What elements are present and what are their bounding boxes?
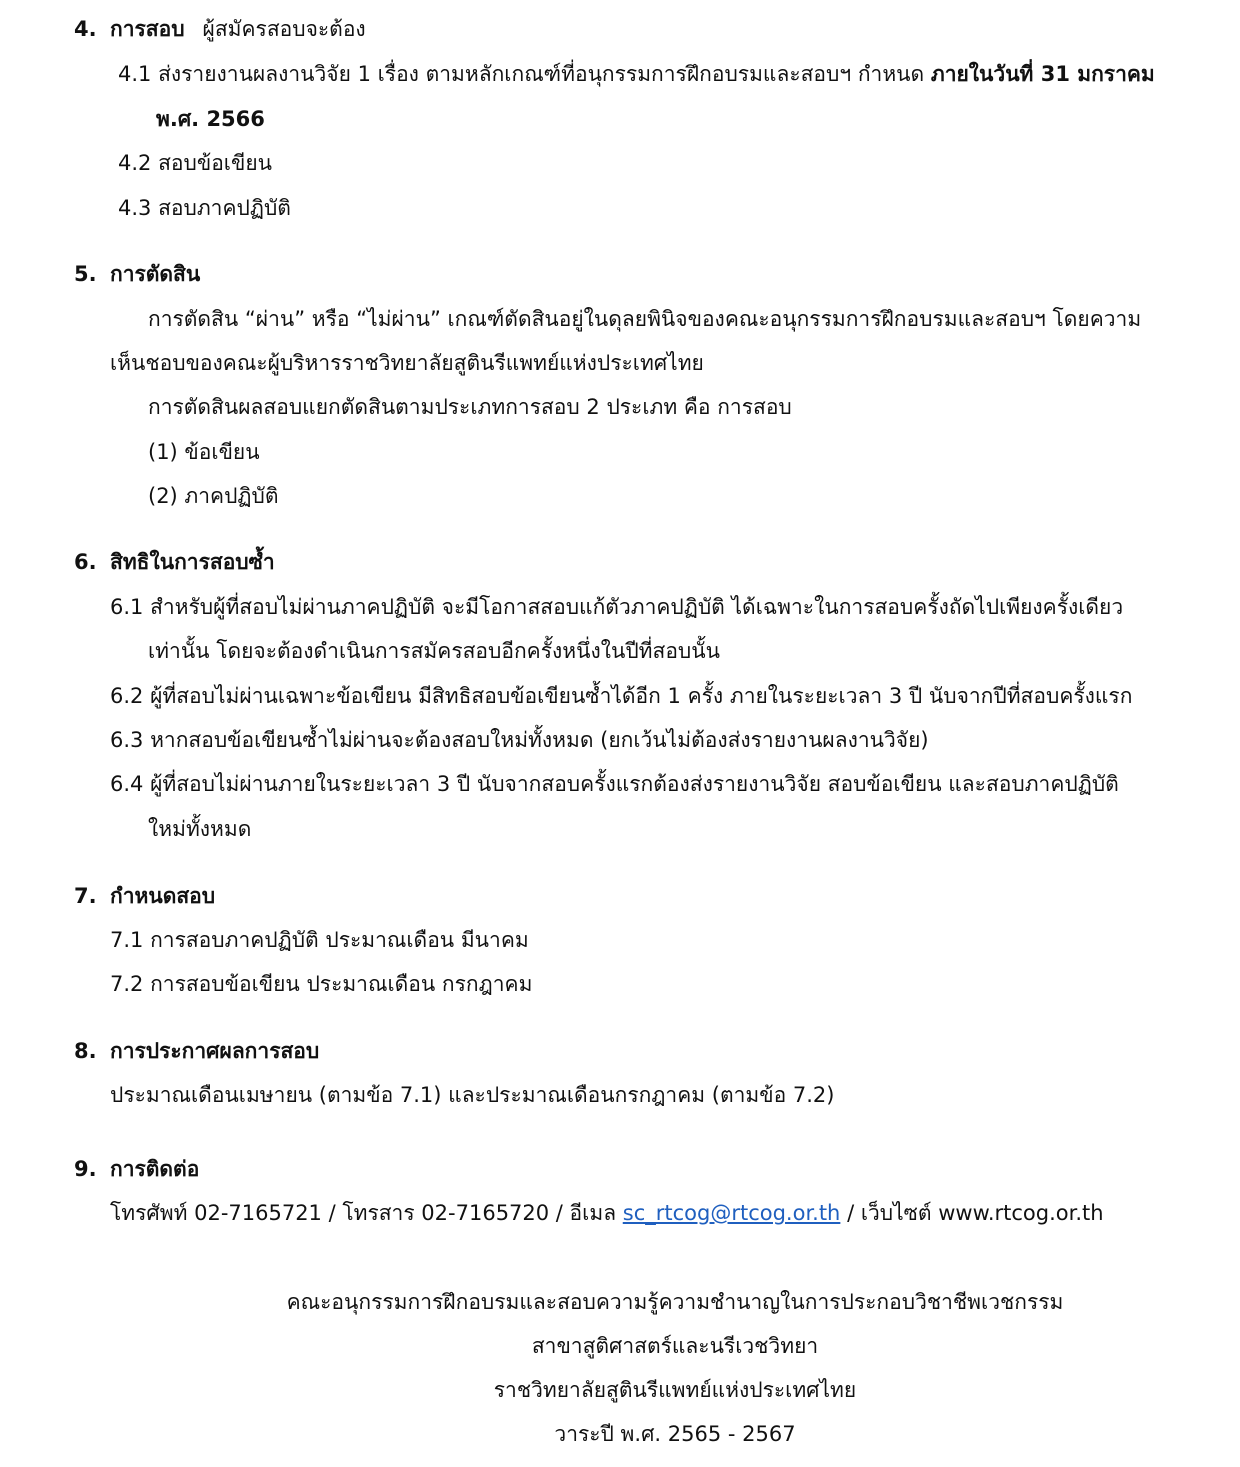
item-7-2: 7.2 การสอบข้อเขียน ประมาณเดือน กรกฎาคม (110, 972, 533, 996)
item-4-1 (118, 59, 1155, 89)
section-title: การตัดสิน (110, 262, 201, 286)
section-9-heading (74, 1154, 199, 1184)
item-4-1-deadline-cont: พ.ศ. 2566 (156, 107, 265, 131)
s5-para1-line2: เห็นชอบของคณะผู้บริหารราชวิทยาลัยสูตินรีแพทย์แห่งประเทศไทย (110, 351, 704, 375)
section-number: 8. (74, 1039, 97, 1063)
section-intro: ผู้สมัครสอบจะต้อง (202, 17, 366, 41)
item-6-2: 6.2 ผู้ที่สอบไม่ผ่านเฉพาะข้อเขียน มีสิทธิสอบข้อเขียนซ้ำได้อีก 1 ครั้ง ภายในระยะเวลา 3 ปี นับจากปีที่สอบครั้งแรก (110, 684, 1133, 708)
email-link[interactable]: sc_rtcog@rtcog.or.th (622, 1201, 841, 1225)
section-title: การติดต่อ (110, 1157, 200, 1181)
section-number: 9. (74, 1157, 97, 1181)
s5-option-1: (1) ข้อเขียน (148, 440, 260, 464)
contact-line (110, 1198, 1104, 1228)
s5-option-2: (2) ภาคปฏิบัติ (148, 484, 279, 508)
contact-website: / เว็บไซต์ www.rtcog.or.th (847, 1201, 1104, 1225)
section-number: 5. (74, 262, 97, 286)
item-6-1-line2: เท่านั้น โดยจะต้องดำเนินการสมัครสอบอีกครั้งหนึ่งในปีที่สอบนั้น (148, 639, 720, 663)
section-8-heading (74, 1036, 319, 1066)
item-6-4-line2: ใหม่ทั้งหมด (148, 817, 252, 841)
s5-para2: การตัดสินผลสอบแยกตัดสินตามประเภทการสอบ 2 ประเภท คือ การสอบ (148, 395, 792, 419)
section-title: สิทธิในการสอบซ้ำ (110, 550, 275, 574)
s5-para1-line1: การตัดสิน “ผ่าน” หรือ “ไม่ผ่าน” เกณฑ์ตัดสินอยู่ในดุลยพินิจของคณะอนุกรรมการฝึกอบรมและสอบฯ โดยความ (148, 307, 1142, 331)
signature-committee: คณะอนุกรรมการฝึกอบรมและสอบความรู้ความชำนาญในการประกอบวิชาชีพเวชกรรม (286, 1290, 1064, 1314)
section-number: 7. (74, 884, 97, 908)
item-6-4-line1: 6.4 ผู้ที่สอบไม่ผ่านภายในระยะเวลา 3 ปี นับจากสอบครั้งแรกต้องส่งรายงานวิจัย สอบข้อเขียน และสอบภาคปฏิบัติ (110, 772, 1119, 796)
section-title: การประกาศผลการสอบ (110, 1039, 320, 1063)
section-7-heading (74, 881, 215, 911)
item-4-2: 4.2 สอบข้อเขียน (118, 151, 272, 175)
section-title: กำหนดสอบ (110, 884, 216, 908)
item-7-1: 7.1 การสอบภาคปฏิบัติ ประมาณเดือน มีนาคม (110, 928, 529, 952)
s8-text: ประมาณเดือนเมษายน (ตามข้อ 7.1) และประมาณเดือนกรกฎาคม (ตามข้อ 7.2) (110, 1083, 835, 1107)
item-text: 4.1 ส่งรายงานผลงานวิจัย 1 เรื่อง ตามหลักเกณฑ์ที่อนุกรรมการฝึกอบรมและสอบฯ กำหนด (118, 62, 925, 86)
deadline-text: ภายในวันที่ 31 มกราคม (930, 62, 1155, 86)
section-6-heading (74, 547, 275, 577)
section-number: 6. (74, 550, 97, 574)
signature-term: วาระปี พ.ศ. 2565 - 2567 (554, 1422, 796, 1446)
section-5-heading (74, 259, 200, 289)
section-4-heading (74, 14, 366, 44)
item-6-3: 6.3 หากสอบข้อเขียนซ้ำไม่ผ่านจะต้องสอบใหม่ทั้งหมด (ยกเว้นไม่ต้องส่งรายงานผลงานวิจัย) (110, 728, 929, 752)
contact-phone-fax: โทรศัพท์ 02-7165721 / โทรสาร 02-7165720 / อีเมล (110, 1201, 617, 1225)
signature-college: ราชวิทยาลัยสูตินรีแพทย์แห่งประเทศไทย (493, 1378, 857, 1402)
section-number: 4. (74, 17, 97, 41)
item-4-3: 4.3 สอบภาคปฏิบัติ (118, 196, 291, 220)
signature-department: สาขาสูติศาสตร์และนรีเวชวิทยา (531, 1334, 819, 1358)
item-6-1-line1: 6.1 สำหรับผู้ที่สอบไม่ผ่านภาคปฏิบัติ จะมีโอกาสสอบแก้ตัวภาคปฏิบัติ ได้เฉพาะในการสอบครั้งถัดไปเพียงครั้งเดียว (110, 595, 1124, 619)
section-title: การสอบ (110, 17, 185, 41)
